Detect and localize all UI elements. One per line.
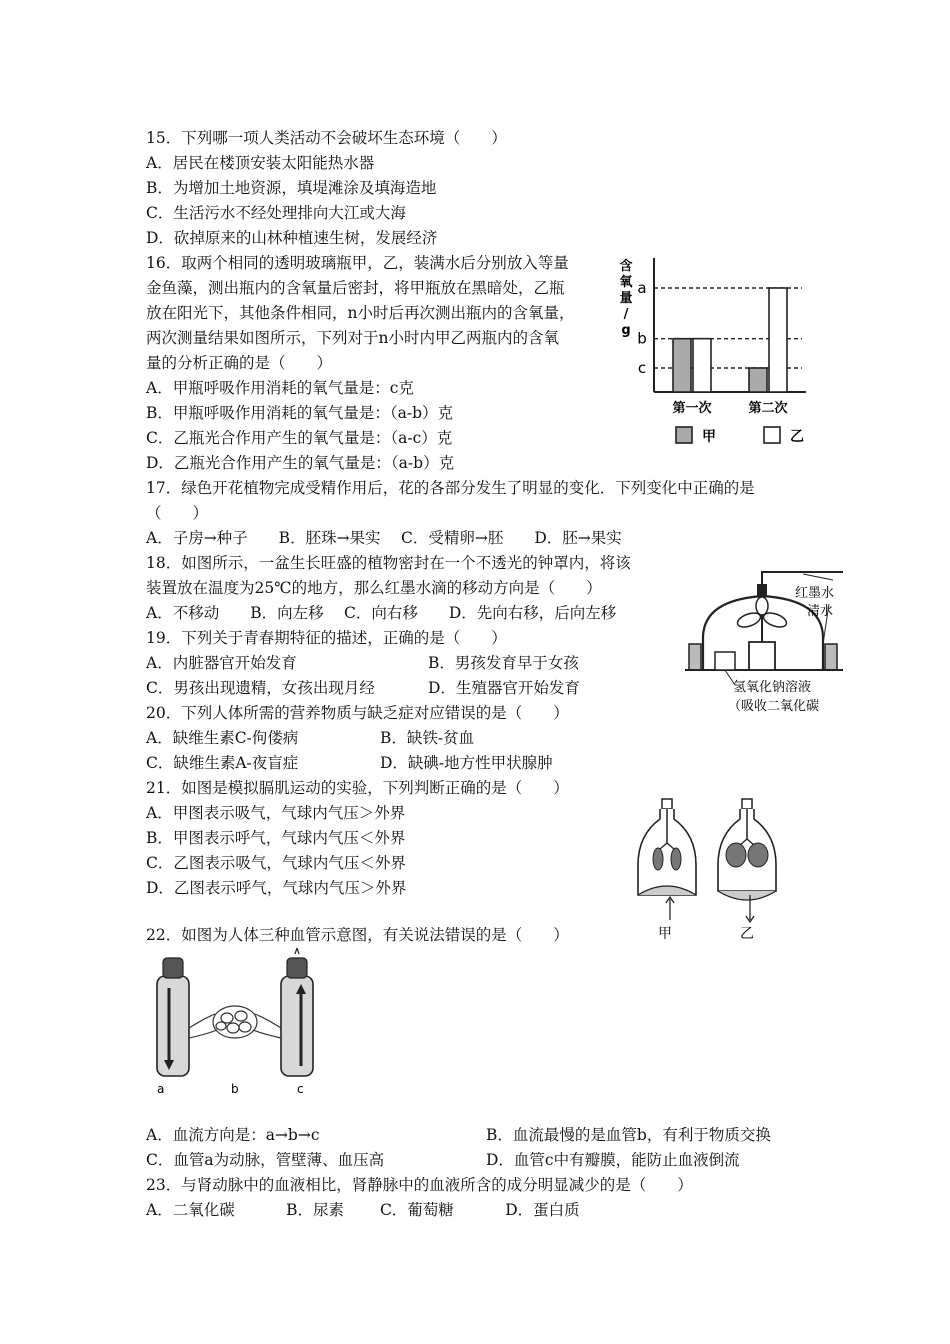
q16-stem-line-1: 16．取两个相同的透明玻璃瓶甲，乙，装满水后分别放入等量 [146, 254, 569, 272]
label-absorb-co2: （吸收二氧化碳 [728, 699, 820, 714]
legend-swatch-乙 [764, 427, 780, 443]
q21-option-c: C．乙图表示吸气，气球内气压＜外界 [146, 854, 406, 872]
tick-label-b: b [637, 329, 647, 348]
label-yi: 乙 [740, 926, 754, 942]
q18-stem-line-1: 18．如图所示，一盆生长旺盛的植物密封在一个不透光的钟罩内，将该 [146, 554, 631, 572]
q17-stem-line-2: （ ） [146, 504, 209, 522]
q19-stem: 19．下列关于青春期特征的描述，正确的是（ ） [146, 629, 507, 647]
q22-stem: 22．如图为人体三种血管示意图，有关说法错误的是（ ） [146, 926, 569, 944]
naoh-beaker [715, 652, 735, 670]
leaf-icon [756, 597, 768, 615]
q15-option-b: B．为增加土地资源，填堤滩涂及填海造地 [146, 179, 437, 197]
vessel-a-artery [157, 958, 189, 1076]
diaphragm-model-figure [630, 795, 800, 945]
q22-option-b: B．血流最慢的是血管b，有利于物质交换 [486, 1126, 771, 1144]
q18-options: A．不移动 B．向左移 C．向右移 D．先向右移，后向左移 [146, 604, 617, 622]
bell-jar-yi [718, 799, 776, 922]
y-axis-label-char: 量 [619, 291, 633, 306]
glass-tube [762, 572, 843, 584]
y-axis-label-char: 氧 [619, 275, 633, 290]
q20-option-b: B．缺铁-贫血 [380, 729, 475, 747]
q16-stem-line-2: 金鱼藻，测出瓶内的含氧量后密封，将甲瓶放在黑暗处，乙瓶 [146, 279, 565, 297]
q22-option-a: A．血流方向是：a→b→c [146, 1126, 320, 1144]
bar-甲-第一次 [673, 339, 691, 392]
legend-label-乙: 乙 [790, 429, 804, 445]
q16-option-c: C．乙瓶光合作用产生的氧气量是：（a-c）克 [146, 429, 453, 447]
label-red-ink: 红墨水 [795, 586, 835, 601]
q16-option-a: A．甲瓶呼吸作用消耗的氧气量是：c克 [146, 379, 414, 397]
y-axis-label-char: g [621, 323, 631, 338]
label-naoh: 氢氧化钠溶液 [733, 680, 812, 695]
q16-option-b: B．甲瓶呼吸作用消耗的氧气量是：（a-b）克 [146, 404, 454, 422]
diaphragm-membrane [718, 891, 776, 900]
flower-pot [749, 642, 775, 670]
label-b: b [231, 1082, 239, 1096]
y-axis-label-char: 含 [619, 259, 633, 274]
balloon-icon [726, 843, 746, 867]
legend-swatch-甲 [676, 427, 692, 443]
category-label: 第一次 [672, 401, 712, 416]
category-label: 第二次 [748, 401, 788, 416]
balloon-icon [748, 843, 768, 867]
label-a: a [157, 1082, 165, 1096]
y-axis-label-char: / [623, 307, 629, 322]
tick-label-c: c [637, 359, 647, 377]
q20-option-c: C．缺维生素A-夜盲症 [146, 754, 299, 772]
q16-stem-line-5: 量的分析正确的是（ ） [146, 354, 333, 372]
blood-vessel-figure [145, 948, 325, 1098]
stopper [757, 584, 767, 596]
q22-option-d: D．血管c中有瓣膜，能防止血液倒流 [486, 1151, 740, 1169]
oxygen-bar-chart [610, 252, 840, 457]
balloon-icon [653, 848, 663, 870]
vessel-b-capillary-net [189, 1006, 281, 1038]
q17-stem-line-1: 17．绿色开花植物完成受精作用后，花的各部分发生了明显的变化．下列变化中正确的是 [146, 479, 755, 497]
q22-option-c: C．血管a为动脉，管壁薄、血压高 [146, 1151, 385, 1169]
q15-option-d: D．砍掉原来的山林种植速生树，发展经济 [146, 229, 438, 247]
q19-option-d: D．生殖器官开始发育 [428, 679, 580, 697]
tick-label-a: a [637, 279, 647, 297]
vessel-c-vein [281, 948, 313, 1076]
q18-stem-line-2: 装置放在温度为25℃的地方，那么红墨水滴的移动方向是（ ） [146, 579, 602, 597]
q21-option-a: A．甲图表示吸气，气球内气压＞外界 [146, 804, 406, 822]
q20-option-a: A．缺维生素C-佝偻病 [146, 729, 299, 747]
q20-option-d: D．缺碘-地方性甲状腺肿 [380, 754, 553, 772]
q16-stem-line-4: 两次测量结果如图所示，下列对于n小时内甲乙两瓶内的含氧 [146, 329, 559, 347]
q21-option-d: D．乙图表示呼气，气球内气压＞外界 [146, 879, 407, 897]
q19-option-b: B．男孩发育早于女孩 [428, 654, 579, 672]
balloon-icon [671, 848, 681, 870]
q21-stem: 21．如图是模拟膈肌运动的实验，下列判断正确的是（ ） [146, 779, 569, 797]
label-jia: 甲 [658, 926, 672, 942]
q20-stem: 20．下列人体所需的营养物质与缺乏症对应错误的是（ ） [146, 704, 569, 722]
label-clear-water: 清水 [807, 604, 834, 619]
q15-stem: 15．下列哪一项人类活动不会破坏生态环境（ ） [146, 129, 507, 147]
q15-option-a: A．居民在楼顶安装太阳能热水器 [146, 154, 375, 172]
label-pointer-ink [803, 574, 833, 580]
bar-乙-第二次 [769, 288, 787, 392]
q16-option-d: D．乙瓶光合作用产生的氧气量是：（a-b）克 [146, 454, 455, 472]
q19-option-c: C．男孩出现遗精，女孩出现月经 [146, 679, 375, 697]
bell-jar-jia [638, 799, 696, 920]
q15-option-c: C．生活污水不经处理排向大江或大海 [146, 204, 406, 222]
bell-jar-figure [683, 560, 848, 715]
seal-water-left [689, 644, 701, 670]
q19-option-a: A．内脏器官开始发育 [146, 654, 297, 672]
seal-water-right [825, 644, 837, 670]
q23-stem: 23．与肾动脉中的血液相比，肾静脉中的血液所含的成分明显减少的是（ ） [146, 1176, 693, 1194]
q16-stem-line-3: 放在阳光下，其他条件相同，n小时后再次测出瓶内的含氧量， [146, 304, 575, 322]
legend-label-甲: 甲 [702, 429, 716, 445]
q23-options: A．二氧化碳 B．尿素 C．葡萄糖 D．蛋白质 [146, 1201, 580, 1219]
q21-option-b: B．甲图表示呼气，气球内气压＜外界 [146, 829, 406, 847]
bar-乙-第一次 [693, 339, 711, 392]
q17-options: A．子房→种子 B．胚珠→果实 C．受精卵→胚 D．胚→果实 [146, 529, 622, 547]
label-c: c [297, 1082, 304, 1096]
bar-甲-第二次 [749, 368, 767, 392]
